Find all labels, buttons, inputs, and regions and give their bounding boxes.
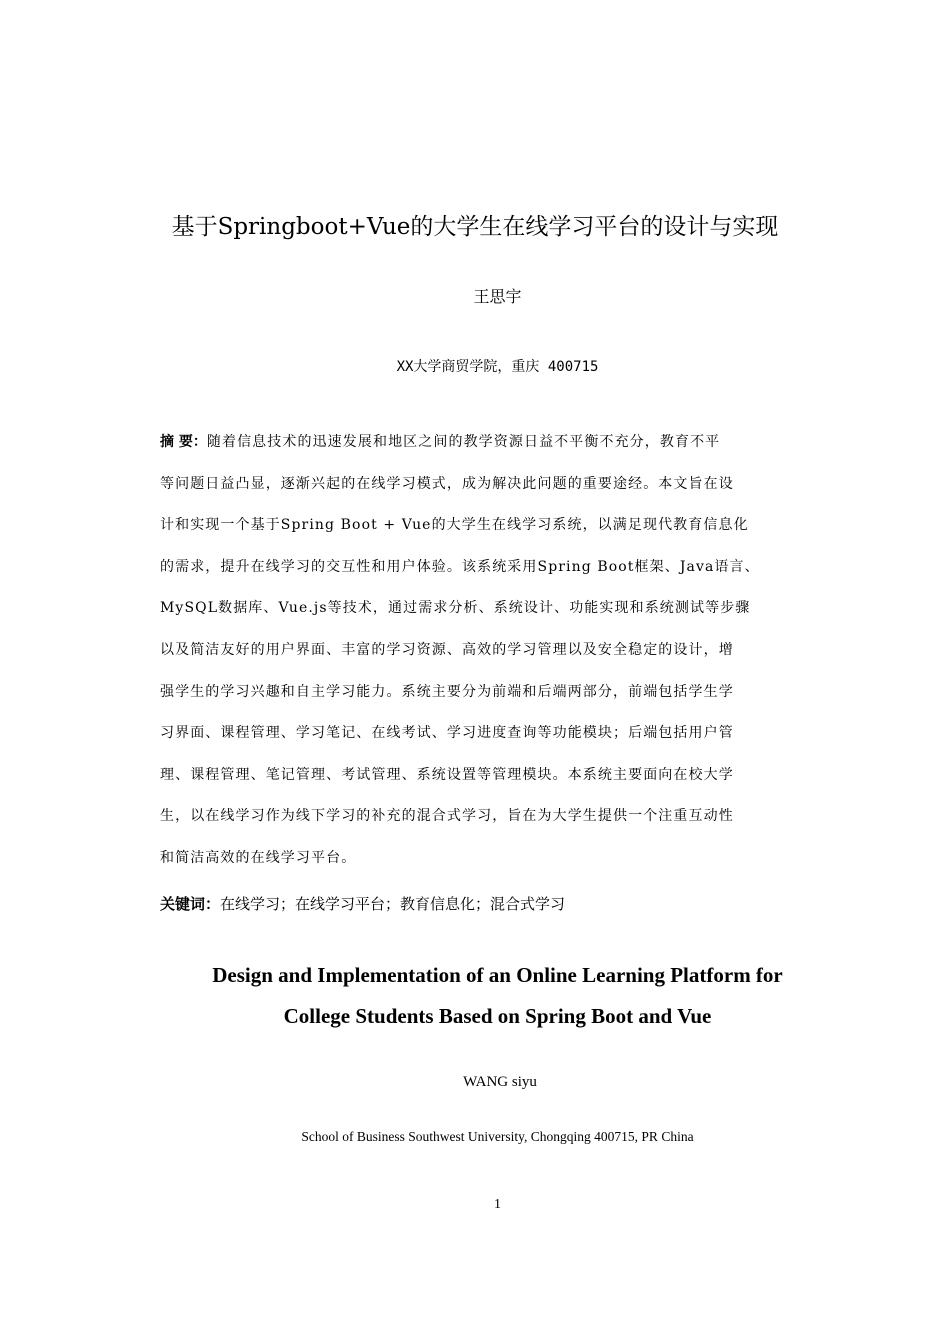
english-author: WANG siyu <box>463 1074 537 1090</box>
english-title <box>0 955 950 1037</box>
abstract-line: 强学生的学习兴趣和自主学习能力。系统主要分为前端和后端两部分，前端包括学生学 <box>160 683 734 700</box>
abstract-line: 理、课程管理、笔记管理、考试管理、系统设置等管理模块。本系统主要面向在校大学 <box>160 766 734 783</box>
chinese-keywords <box>160 892 810 916</box>
keywords-text: 在线学习；在线学习平台；教育信息化；混合式学习 <box>220 895 566 913</box>
english-title-line-2: College Students Based on Spring Boot and Vue <box>283 1004 712 1028</box>
abstract-line: 生，以在线学习作为线下学习的补充的混合式学习，旨在为大学生提供一个注重互动性 <box>160 808 734 825</box>
abstract-line: 和简洁高效的在线学习平台。 <box>160 849 357 866</box>
chinese-author: 王思宇 <box>473 287 522 306</box>
chinese-affiliation: XX大学商贸学院，重庆 400715 <box>396 359 599 375</box>
abstract-label: 摘 要： <box>160 434 207 450</box>
abstract-line: MySQL数据库、Vue.js等技术，通过需求分析、系统设计、功能实现和系统测试等步骤 <box>160 600 751 617</box>
abstract-line-text: 随着信息技术的迅速发展和地区之间的教学资源日益不平衡不充分，教育不平 <box>206 434 721 450</box>
abstract-line: 以及简洁友好的用户界面、丰富的学习资源、高效的学习管理以及安全稳定的设计，增 <box>160 641 734 658</box>
english-affiliation: School of Business Southwest University, Chongqing 400715, PR China <box>301 1129 694 1144</box>
page-number: 1 <box>494 1197 501 1212</box>
chinese-abstract <box>160 422 810 880</box>
abstract-line <box>160 422 810 464</box>
english-title-line-1: Design and Implementation of an Online Learning Platform for <box>212 963 783 987</box>
keywords-label: 关键词： <box>160 895 221 913</box>
abstract-line: 等问题日益凸显，逐渐兴起的在线学习模式，成为解决此问题的重要途经。本文旨在设 <box>160 475 734 492</box>
abstract-line: 习界面、课程管理、学习笔记、在线考试、学习进度查询等功能模块；后端包括用户管 <box>160 725 734 742</box>
abstract-line: 的需求，提升在线学习的交互性和用户体验。该系统采用Spring Boot框架、Java语言、 <box>160 558 760 575</box>
abstract-line: 计和实现一个基于Spring Boot + Vue的大学生在线学习系统，以满足现代教育信息化 <box>160 517 749 534</box>
chinese-title: 基于Springboot+Vue的大学生在线学习平台的设计与实现 <box>171 214 779 240</box>
